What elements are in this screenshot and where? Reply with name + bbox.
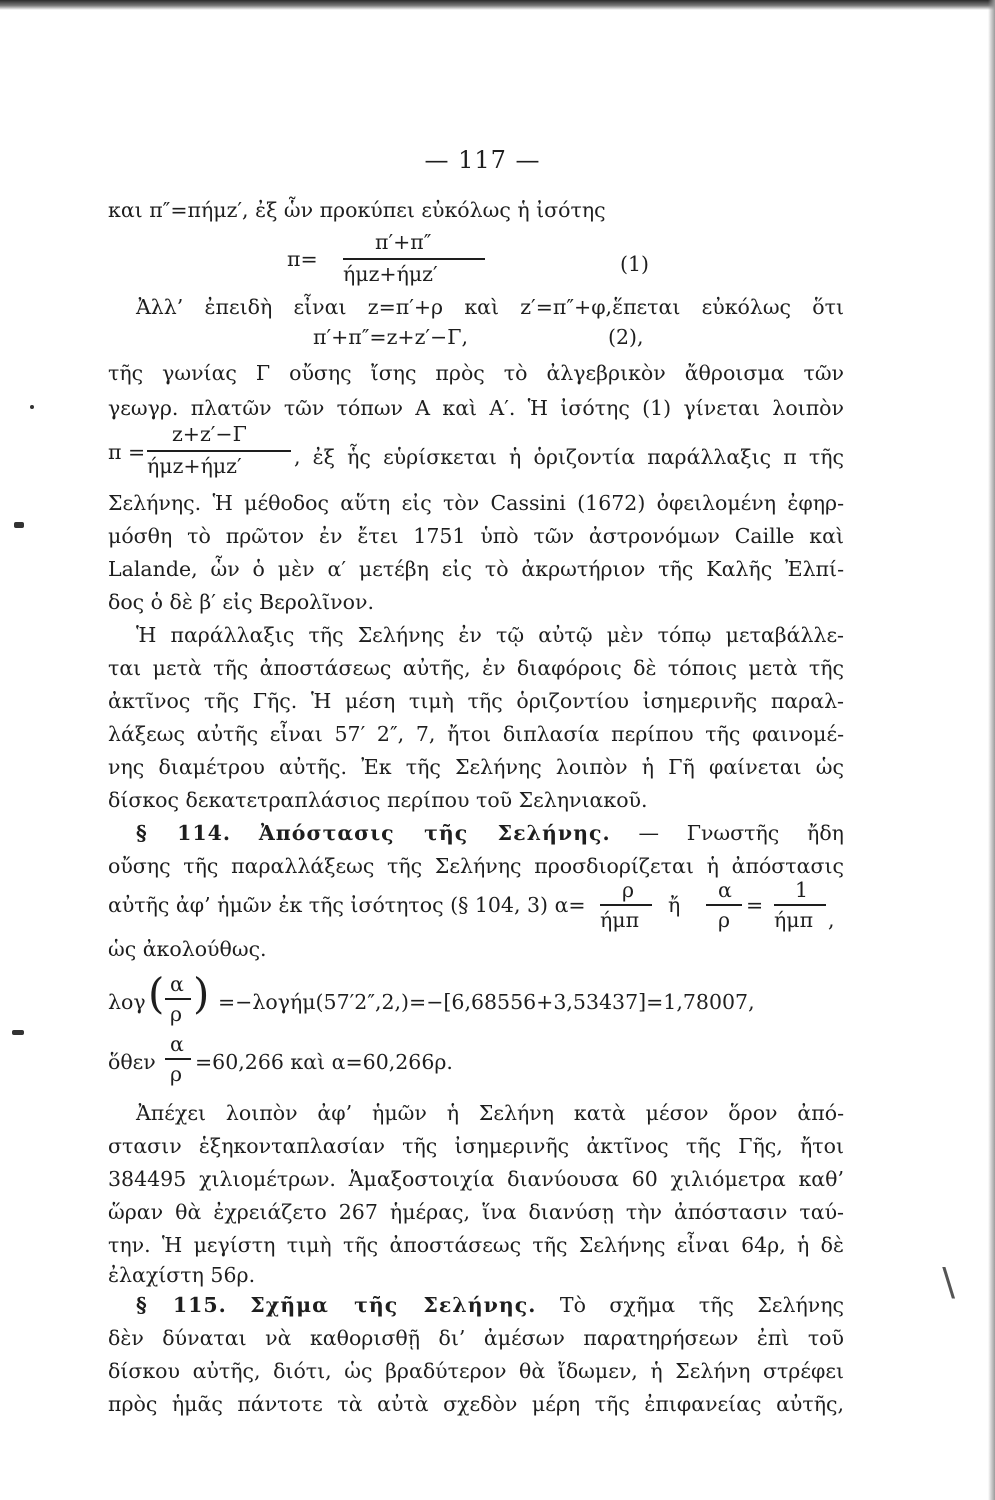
text-line: δίσκου αὐτῆς, διότι, ὡς βραδύτερον θὰ ἴδωμεν, ἡ Σελήνη στρέφει — [108, 1359, 844, 1383]
equation-text: =60,266 καὶ α=60,266ρ. — [195, 1050, 453, 1074]
equation-numerator: z+z′−Γ — [172, 422, 247, 446]
fraction-bar — [600, 904, 652, 906]
equation-2: π′+π″=z+z′−Γ, — [313, 325, 468, 349]
fraction-bar — [147, 450, 291, 452]
text-line: γεωγρ. πλατῶν τῶν τόπων Α καὶ Α′. Ἡ ἰσότης (1) γίνεται λοιπὸν — [108, 396, 844, 420]
parenthesis: ) — [193, 969, 210, 1018]
equation-numerator: π′+π″ — [375, 230, 432, 254]
equation-denominator: ρ — [718, 908, 731, 932]
text-line: και π″=πήμz′, ἐξ ὧν προκύπει εὐκόλως ἡ ἰσότης — [108, 198, 606, 222]
text-line: στασιν ἑξηκονταπλασίαν τῆς ἰσημερινῆς ἀκτῖνος τῆς Γῆς, ἤτοι — [108, 1134, 844, 1158]
section-title: Σχῆμα τῆς Σελήνης. — [250, 1293, 537, 1317]
text-line: Ἀπέχει λοιπὸν ἀφ’ ἡμῶν ἡ Σελήνη κατὰ μέσον ὅρον ἀπό- — [136, 1101, 844, 1125]
text-span: , — [828, 908, 835, 932]
section-number: § 115. — [136, 1293, 227, 1317]
fraction-bar — [343, 258, 485, 260]
text-span: — Γνωστῆς ἤδη — [638, 821, 844, 845]
text-line: ἐλαχίστη 56ρ. — [108, 1263, 256, 1287]
equation-numerator: α — [170, 972, 184, 996]
text-span: Τὸ σχῆμα τῆς Σελήνης — [559, 1293, 844, 1317]
equation-number: (2), — [608, 325, 644, 349]
text-line: Ἡ παράλλαξις τῆς Σελήνης ἐν τῷ αὐτῷ μὲν τόπῳ μεταβάλλε- — [136, 623, 844, 647]
fraction-bar — [165, 998, 191, 1000]
equation-number: (1) — [620, 252, 650, 276]
equation-denominator: ήμπ — [600, 908, 640, 932]
equation-denominator: ήμz+ήμz′ — [343, 262, 438, 286]
text-line: δὲν δύναται νὰ καθορισθῇ δι’ ἀμέσων παρατηρήσεων ἐπὶ τοῦ — [108, 1326, 844, 1350]
equation-denominator: ρ — [170, 1062, 183, 1086]
text-line: οὔσης τῆς παραλλάξεως τῆς Σελήνης προσδιορίζεται ἡ ἀπόστασις — [108, 854, 844, 878]
equation-numerator: 1 — [795, 878, 809, 902]
equation-numerator: α — [170, 1032, 184, 1056]
text-line: πρὸς ἡμᾶς πάντοτε τὰ αὐτὰ σχεδὸν μέρη τῆς ἐπιφανείας αὐτῆς, — [108, 1392, 844, 1416]
page-number: — 117 — — [424, 146, 541, 174]
section-heading-line — [136, 1292, 844, 1318]
text-line: Ἀλλ’ ἐπειδὴ εἶναι z=π′+ρ καὶ z′=π″+φ,ἕπεται εὐκόλως ὅτι — [136, 295, 844, 319]
text-line: Σελήνης. Ἡ μέθοδος αὕτη εἰς τὸν Cassini (1672) ὀφειλομένη ἐφηρ- — [108, 491, 844, 515]
text-line: Lalande, ὧν ὁ μὲν α′ μετέβη εἰς τὸ ἀκρωτήριον τῆς Καλῆς Ἐλπί- — [108, 557, 844, 581]
text-line: ται μετὰ τῆς ἀποστάσεως αὐτῆς, ἐν διαφόροις δὲ τόποις μετὰ τῆς — [108, 656, 844, 680]
text-line: νης διαμέτρου αὐτῆς. Ἐκ τῆς Σελήνης λοιπὸν ἡ Γῆ φαίνεται ὡς — [108, 755, 844, 779]
text-line: δος ὁ δὲ β′ εἰς Βερολῖνον. — [108, 590, 374, 614]
section-title: Ἀπόστασις τῆς Σελήνης. — [258, 821, 611, 845]
equation-text: =−λογήμ(57′2″,2,)=−[6,68556+3,53437]=1,78007, — [218, 990, 755, 1014]
text-line: τῆς γωνίας Γ οὔσης ἴσης πρὸς τὸ ἀλγεβρικὸν ἄθροισμα τῶν — [108, 361, 844, 385]
text-span: λογ — [108, 990, 146, 1014]
text-line: ὥραν θὰ ἐχρειάζετο 267 ἡμέρας, ἵνα διανύσῃ τὴν ἀπόστασιν ταύ- — [108, 1200, 844, 1224]
section-heading-line — [136, 820, 844, 846]
pencil-check-mark: \ — [942, 1260, 955, 1304]
text-line: λάξεως αὐτῆς εἶναι 57′ 2″, 7, ἤτοι διπλασία περίπου τῆς φαινομέ- — [108, 722, 844, 746]
equation-lhs: π = — [108, 440, 146, 464]
equation-numerator: α — [718, 878, 732, 902]
section-number: § 114. — [136, 821, 232, 845]
equation-denominator: ήμπ — [774, 908, 814, 932]
text-line: 384495 χιλιομέτρων. Ἁμαξοστοιχία διανύουσα 60 χιλιόμετρα καθ’ — [108, 1167, 844, 1191]
text-line: την. Ἡ μεγίστη τιμὴ τῆς ἀποστάσεως τῆς Σελήνης εἶναι 64ρ, ἡ δὲ — [108, 1233, 844, 1257]
equation-numerator: ρ — [622, 878, 635, 902]
fraction-bar — [165, 1058, 191, 1060]
text-line: δίσκος δεκατετραπλάσιος περίπου τοῦ Σεληνιακοῦ. — [108, 788, 648, 812]
equation-denominator: ήμz+ήμz′ — [147, 454, 242, 478]
text-line: ὡς ἀκολούθως. — [108, 937, 267, 961]
fraction-bar — [706, 904, 742, 906]
text-span: = — [746, 893, 764, 917]
text-line: ἀκτῖνος τῆς Γῆς. Ἡ μέση τιμὴ τῆς ὁριζοντίου ἰσημερινῆς παραλ- — [108, 689, 844, 713]
text-span: ὅθεν — [108, 1050, 156, 1074]
fraction-bar — [774, 904, 826, 906]
text-line: , ἐξ ἧς εὑρίσκεται ἡ ὁριζοντία παράλλαξις π τῆς — [294, 445, 844, 469]
equation-denominator: ρ — [170, 1002, 183, 1026]
equation-lhs: π= — [287, 247, 318, 271]
text-line: αὐτῆς ἀφ’ ἡμῶν ἐκ τῆς ἰσότητος (§ 104, 3) α= — [108, 893, 586, 917]
parenthesis: ( — [148, 969, 165, 1018]
text-span: ἤ — [668, 893, 681, 917]
text-line: μόσθη τὸ πρῶτον ἐν ἔτει 1751 ὑπὸ τῶν ἀστρονόμων Caille καὶ — [108, 524, 844, 548]
